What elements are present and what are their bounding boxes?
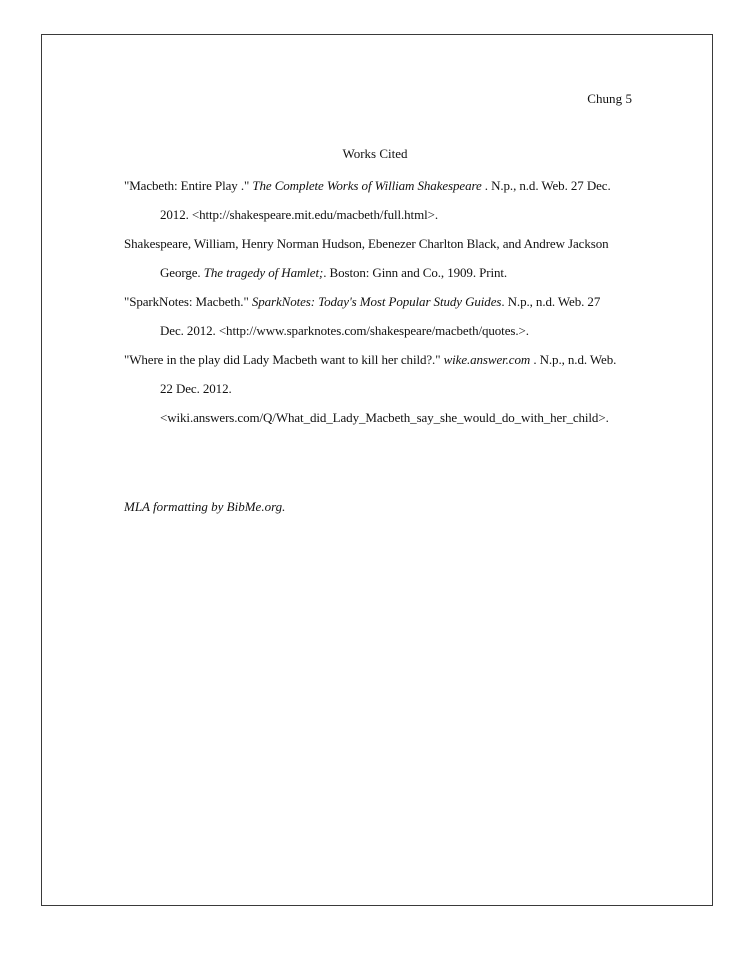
- citation-3-title: "SparkNotes: Macbeth.": [124, 294, 252, 309]
- citation-3-line-2: Dec. 2012. <http://www.sparknotes.com/shakespeare/macbeth/quotes.>.: [160, 323, 529, 338]
- citation-1-container: The Complete Works of William Shakespeare: [252, 178, 482, 193]
- citation-1-title: "Macbeth: Entire Play .": [124, 178, 253, 193]
- citation-1-line-2: 2012. <http://shakespeare.mit.edu/macbeth/full.html>.: [160, 207, 438, 222]
- citation-3-container: SparkNotes: Today's Most Popular Study Guides: [251, 294, 502, 309]
- citation-2-line-2: [160, 265, 507, 281]
- running-head: Chung 5: [587, 91, 632, 106]
- citation-4-line-2: 22 Dec. 2012.: [160, 381, 232, 396]
- citation-3-line-1: [124, 294, 600, 310]
- citation-1-line-1: [124, 178, 611, 194]
- citation-2-details: . Boston: Ginn and Co., 1909. Print.: [323, 265, 508, 280]
- citation-4-line-3: <wiki.answers.com/Q/What_did_Lady_Macbeth_say_she_would_do_with_her_child>.: [160, 410, 609, 425]
- citation-2-author-end: George.: [160, 265, 204, 280]
- citation-2-title: The tragedy of Hamlet;: [203, 265, 324, 280]
- citation-3-details: . N.p., n.d. Web. 27: [501, 294, 601, 309]
- citation-4-container: wike.answer.com: [443, 352, 531, 367]
- works-cited-title: Works Cited: [342, 146, 408, 161]
- citation-4-details: . N.p., n.d. Web.: [530, 352, 617, 367]
- citation-1-details: . N.p., n.d. Web. 27 Dec.: [481, 178, 611, 193]
- bibme-credit: MLA formatting by BibMe.org.: [124, 499, 286, 514]
- page-border: [41, 34, 713, 906]
- citation-2-line-1: Shakespeare, William, Henry Norman Hudson, Ebenezer Charlton Black, and Andrew Jackson: [124, 236, 609, 251]
- citation-4-title: "Where in the play did Lady Macbeth want to kill her child?.": [124, 352, 444, 367]
- citation-4-line-1: [124, 352, 616, 368]
